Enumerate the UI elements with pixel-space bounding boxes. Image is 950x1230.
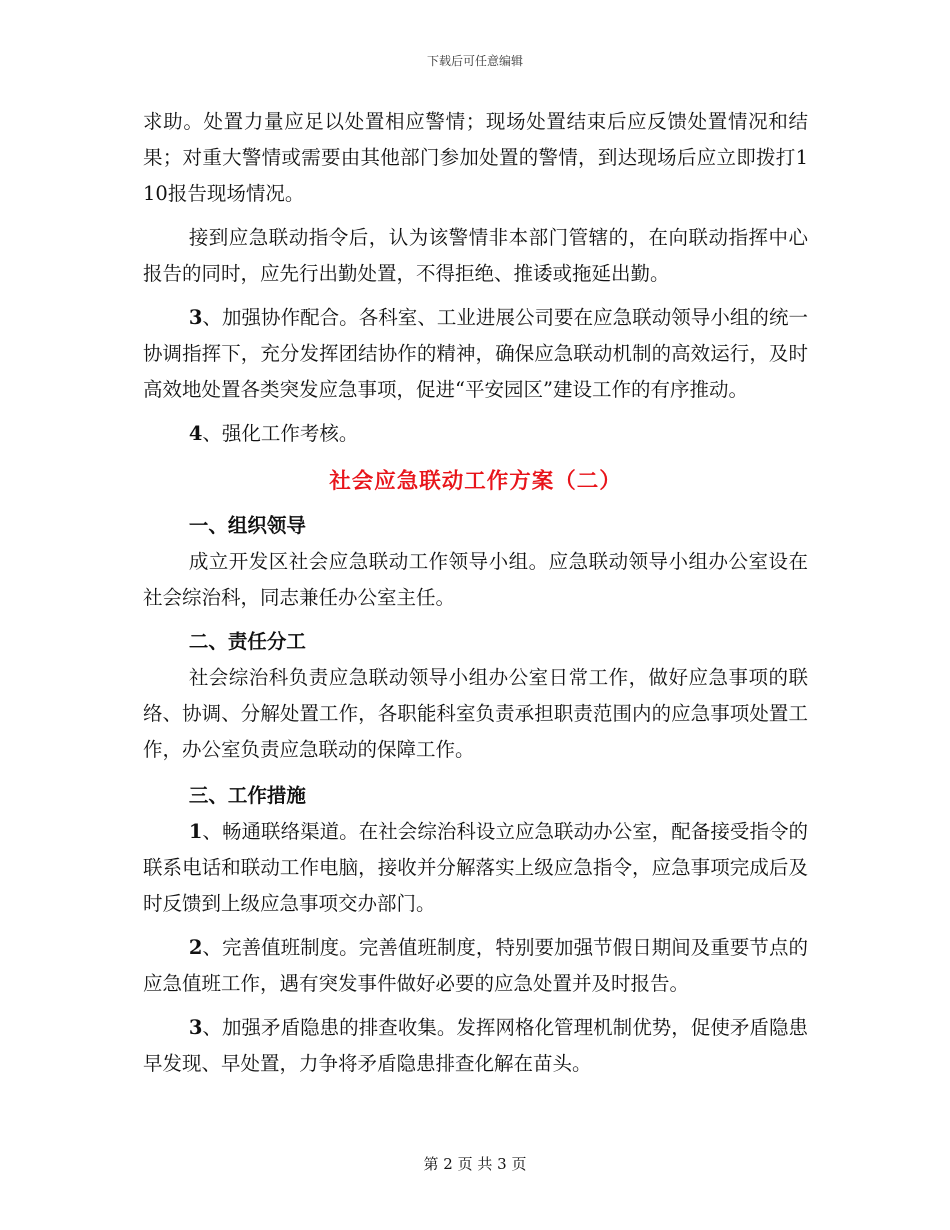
paragraph-cooperation-text: 、加强协作配合。各科室、工业进展公司要在应急联动领导小组的统一协调指挥下，充分发挥团结协作的精神，确保应急联动机制的高效运行，及时高效地处置各类突发应急事项，促进“平安园区”建设工作的有序推动。 (143, 306, 808, 401)
paragraph-measure-1 (143, 814, 808, 922)
paragraph-cooperation (143, 300, 808, 408)
section-heading-measures: 三、工作措施 (188, 784, 306, 807)
paragraph-responsibility: 社会综治科负责应急联动领导小组办公室日常工作，做好应急事项的联络、协调、分解处置工作，各职能科室负责承担职责范围内的应急事项处置工作，办公室负责应急联动的保障工作。 (143, 666, 808, 761)
item-number: 3 (188, 1016, 203, 1039)
document-title: 社会应急联动工作方案（二） (329, 469, 622, 494)
page-footer (0, 1154, 950, 1174)
paragraph-assessment-text: 、强化工作考核。 (202, 422, 359, 445)
page-header-text: 下载后可任意编辑 (426, 54, 523, 68)
paragraph-continuation: 求助。处置力量应足以处置相应警情；现场处置结束后应反馈处置情况和结果；对重大警情或需要由其他部门参加处置的警情，到达现场后应立即拨打110报告现场情况。 (143, 110, 808, 205)
page-number: 第 2 页 共 3 页 (423, 1155, 527, 1173)
paragraph-dispatch-rule: 接到应急联动指令后，认为该警情非本部门管辖的，在向联动指挥中心报告的同时，应先行出勤处置，不得拒绝、推诿或拖延出勤。 (143, 226, 808, 285)
item-number: 3 (188, 306, 203, 329)
paragraph-measure-3 (143, 1010, 808, 1082)
item-number: 4 (188, 422, 203, 445)
paragraph-measure-2-text: 、完善值班制度。完善值班制度，特别要加强节假日期间及重要节点的应急值班工作，遇有突发事件做好必要的应急处置并及时报告。 (143, 936, 808, 995)
page-header (0, 53, 950, 69)
section-heading-responsibility: 二、责任分工 (188, 630, 306, 653)
item-number: 2 (188, 936, 203, 959)
item-number: 1 (188, 820, 203, 843)
paragraph-measure-2 (143, 930, 808, 1002)
paragraph-measure-3-text: 、加强矛盾隐患的排查收集。发挥网格化管理机制优势，促使矛盾隐患早发现、早处置，力争将矛盾隐患排查化解在苗头。 (143, 1016, 808, 1075)
section-heading-organization: 一、组织领导 (188, 514, 306, 537)
paragraph-organization: 成立开发区社会应急联动工作领导小组。应急联动领导小组办公室设在社会综治科，同志兼任办公室主任。 (143, 550, 808, 609)
paragraph-assessment (143, 416, 808, 452)
document-body (143, 104, 808, 1082)
paragraph-measure-1-text: 、畅通联络渠道。在社会综治科设立应急联动办公室，配备接受指令的联系电话和联动工作电脑，接收并分解落实上级应急指令，应急事项完成后及时反馈到上级应急事项交办部门。 (143, 820, 808, 915)
